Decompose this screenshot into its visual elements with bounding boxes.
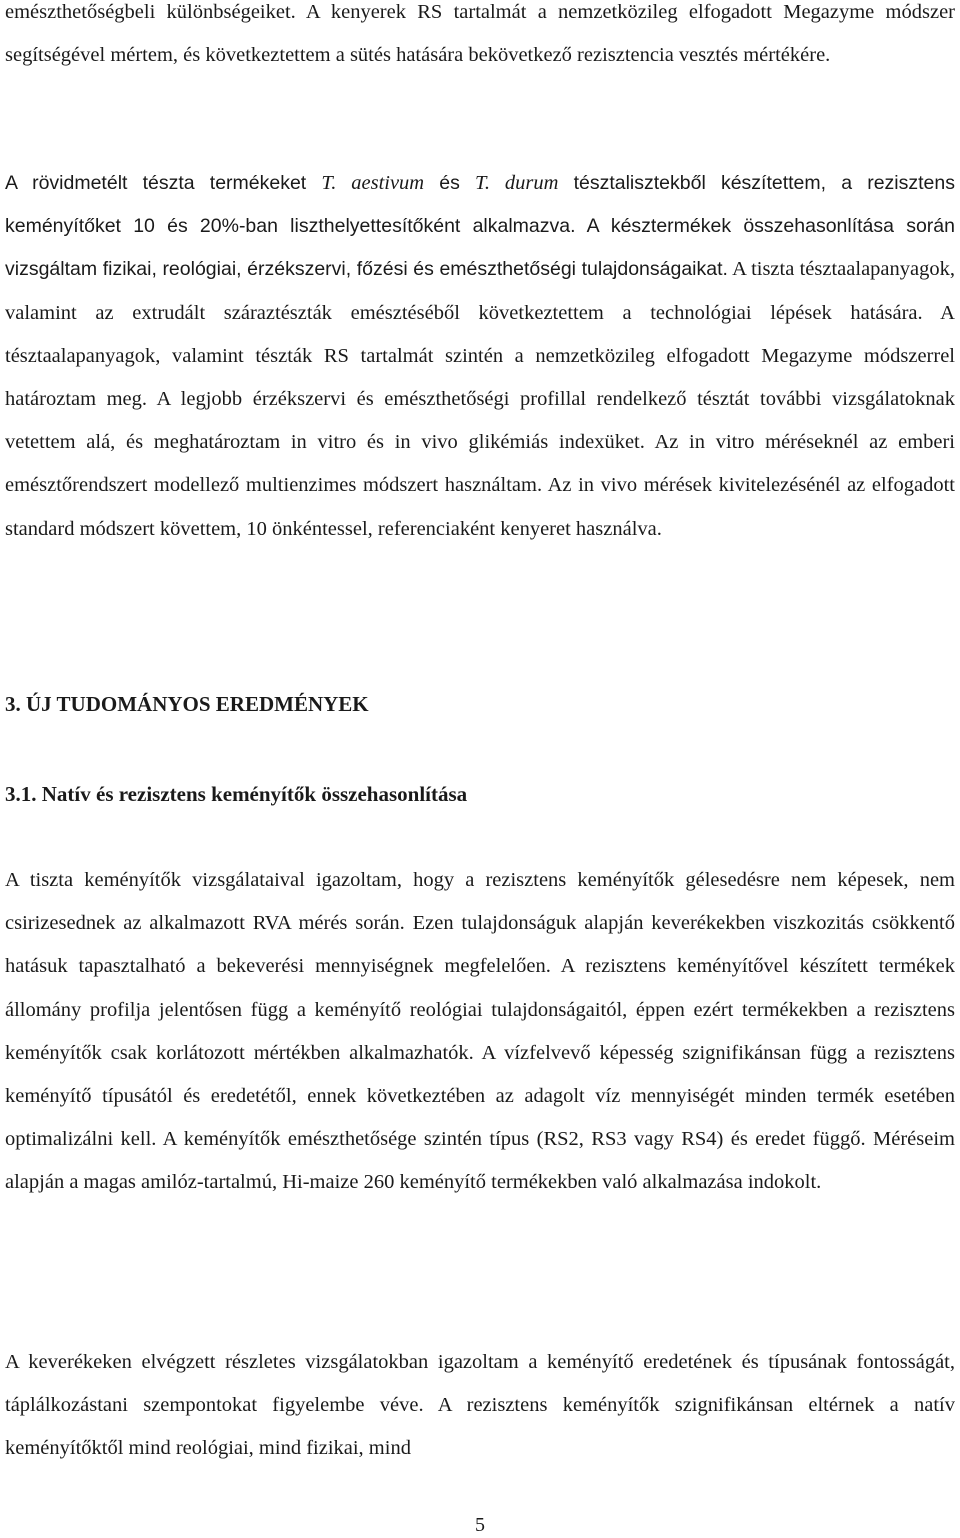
paragraph-2-text-c: tésztalisztekből készítettem, a rezisztens keményítőket 10 és 20%-ban liszthelyettesítőként alkalmazva. A késztermékek összehasonlítása során vizsgáltam fizikai, reológiai, érzékszervi, főzési és emészthetőségi tulajdonságaikat. <box>5 172 955 281</box>
paragraph-3: A tiszta keményítők vizsgálataival igazoltam, hogy a rezisztens keményítők gélesedésre nem képesek, nem csirizesednek az alkalmazott RVA mérés során. Ezen tulajdonságuk alapján keverékekben viszkozitás csökkentő hatásuk tapasztalható a bekeverési mennyiségnek megfelelően. A rezisztens keményítővel készített termékek állomány profilja jelentősen függ a keményítő reológiai tulajdonságaitól, éppen ezért termékekben a rezisztens keményítők csak korlátozott mértékben alkalmazhatók. A vízfelvevő képesség szignifikánsan függ a rezisztens keményítő típusától és eredetétől, ennek következtében az adagolt víz mennyiségét minden termék esetében optimalizálni kell. A keményítők emészthetősége szintén típus (RS2, RS3 vagy RS4) és eredet függő. Méréseim alapján a magas amilóz-tartalmú, Hi-maize 260 keményítő termékekben való alkalmazása indokolt. <box>5 869 955 1194</box>
paragraph-1: emészthetőségbeli különbségeiket. A kenyerek RS tartalmát a nemzetközileg elfogadott Megazyme módszer segítségével mértem, és következtettem a sütés hatására bekövetkező rezisztencia vesztés mértékére. <box>5 1 955 67</box>
page-number: 5 <box>475 1514 485 1536</box>
section-heading: 3. ÚJ TUDOMÁNYOS EREDMÉNYEK <box>5 692 369 716</box>
species-name-durum: T. durum <box>475 172 559 194</box>
species-name-aestivum: T. aestivum <box>321 172 425 194</box>
subsection-heading: 3.1. Natív és rezisztens keményítők összehasonlítása <box>5 782 468 806</box>
paragraph-4: A keverékeken elvégzett részletes vizsgálatokban igazoltam a keményítő eredetének és típusának fontosságát, táplálkozástani szempontokat figyelembe véve. A rezisztens keményítők szignifikánsan eltérnek a natív keményítőktől mind reológiai, mind fizikai, mind <box>5 1351 955 1460</box>
paragraph-2-text-a: A rövidmetélt tészta termékeket <box>5 172 322 194</box>
paragraph-2-text-b: és <box>424 172 476 194</box>
paragraph-2-text-d: A tiszta tésztaalapanyagok, valamint az extrudált száraztészták emésztéséből következtettem a technológiai lépések hatására. A tésztaalapanyagok, valamint tészták RS tartalmát szintén a nemzetközileg elfogadott Megazyme módszerrel határoztam meg. A legjobb érzékszervi és emészthetőségi profillal rendelkező tésztát további vizsgálatoknak vetettem alá, és meghatároztam in vitro és in vivo glikémiás indexüket. Az in vitro méréseknél az emberi emésztőrendszert modellező multienzimes módszert használtam. Az in vivo mérések kivitelezésénél az elfogadott standard módszert követtem, 10 önkéntessel, referenciaként kenyeret használva. <box>5 258 955 540</box>
paragraph-2 <box>5 162 955 551</box>
